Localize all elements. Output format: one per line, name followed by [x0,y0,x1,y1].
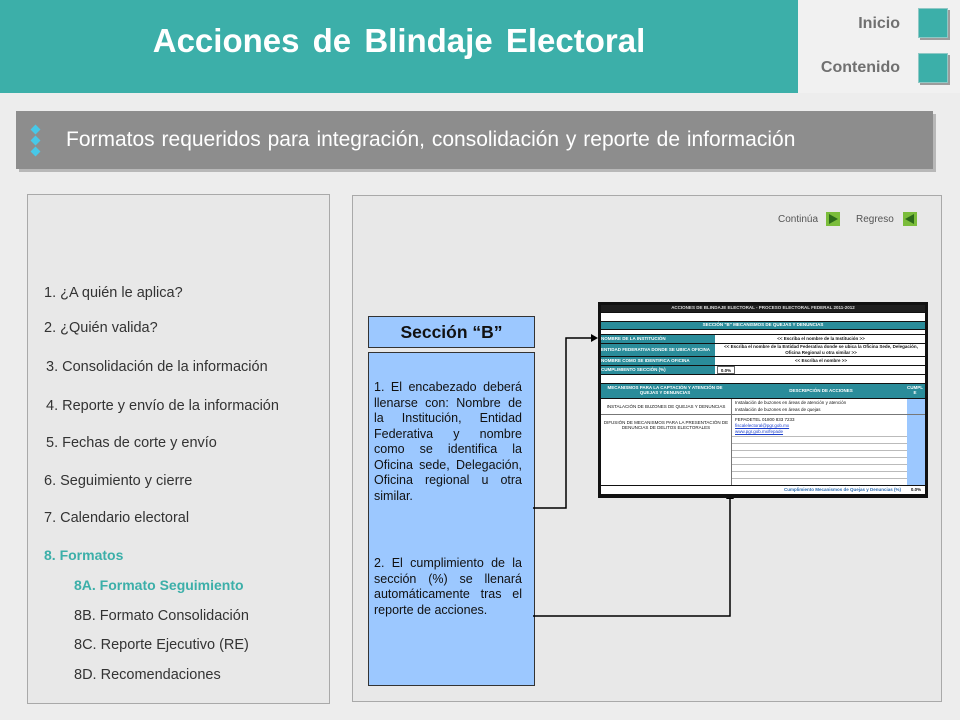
form-row-difusion-action-3: www.pgr.gob.mx/fepade [735,429,784,434]
arrow-left-icon[interactable] [903,212,917,226]
form-spacer [601,330,925,334]
menu-item-formatos[interactable]: 8. Formatos [44,547,124,563]
form-field-label: ENTIDAD FEDERATIVA DONDE SE UBICA OFICINA [601,344,715,356]
continua-link[interactable]: Continúa [778,214,819,225]
menu-item-recomendaciones[interactable]: 8D. Recomendaciones [74,667,221,683]
menu-item-seguimiento-cierre[interactable]: 6. Seguimiento y cierre [44,473,193,489]
form-col-cumplimiento: CUMPL E [907,385,923,395]
page-title: Acciones de Blindaje Electoral [152,22,646,59]
banner-text: Formatos requeridos para integración, consolidación y reporte de información [66,128,796,151]
form-row-line [732,478,907,479]
menu-item-fechas-corte[interactable]: 5. Fechas de corte y envío [46,435,217,451]
form-field-row [601,357,925,365]
seccion-b-label: Sección “B” [368,316,535,348]
form-row-buzones-action-1: Instalación de buzones en áreas de atención y atención [735,400,847,405]
form-footer-value: 0.0% [910,487,922,492]
form-field-row [601,344,925,356]
description-paragraph-1: 1. El encabezado deberá llenarse con: Nombre de la Institución, Entidad Federativa y nombre como se identifica la Oficina sede, Delegación, Oficina regional u otra similar. [374,380,522,503]
form-field-label: CUMPLIMIENTO SECCIÓN (%) [601,366,715,374]
form-field-value: 0.0% [717,366,735,374]
form-row-line [732,464,907,465]
form-spacer [601,313,925,321]
form-table-body [601,399,925,485]
form-field-row [601,335,925,343]
form-row-buzones: INSTALACIÓN DE BUZONES DE QUEJAS Y DENUNCIAS [606,404,726,409]
form-row-difusion-action-2: fiscalelectoral@pgr.gob.mx [735,423,790,428]
form-row-line [732,471,907,472]
inicio-button[interactable] [918,8,948,38]
form-field-label: NOMBRE DE LA INSTITUCIÓN [601,335,715,343]
form-cumplimiento-column [907,399,925,485]
description-paragraph-2: 2. El cumplimiento de la sección (%) se llenará automáticamente tras el reporte de acciones. [374,556,522,617]
form-row-difusion: DIFUSIÓN DE MECANISMOS PARA LA PRESENTACIÓN DE DENUNCIAS DE DELITOS ELECTORALES [603,420,729,430]
form-section-title: SECCIÓN "B" MECANISMOS DE QUEJAS Y DENUNCIAS [601,322,925,329]
menu-item-formato-seguimiento[interactable]: 8A. Formato Seguimiento [74,577,244,593]
form-row-line [732,436,907,437]
form-field-label: NOMBRE COMO SE IDENTIFICA OFICINA [601,357,715,365]
form-footer-label: Cumplimiento Mecanismos de Quejas y Denuncias (%) [783,487,901,492]
form-footer [601,486,925,494]
menu-item-quien-valida[interactable]: 2. ¿Quién valida? [44,320,158,336]
menu-item-calendario[interactable]: 7. Calendario electoral [44,510,190,526]
form-row-line [732,450,907,451]
contenido-button[interactable] [918,53,948,83]
menu-item-reporte-ejecutivo[interactable]: 8C. Reporte Ejecutivo (RE) [74,637,249,653]
form-col-divider [731,399,732,485]
form-field-value: << Escriba el nombre >> [794,358,848,363]
inicio-label[interactable]: Inicio [858,15,900,32]
form-field-value: << Escriba el nombre de la Entidad Federativa donde se ubica la Oficina Sede, Delegación, Oficina Regional u otra similar >> [724,344,918,355]
form-title: ACCIONES DE BLINDAJE ELECTORAL - PROCESO ELECTORAL FEDERAL 2011-2012 [601,305,925,312]
menu-item-consolidacion[interactable]: 3. Consolidación de la información [46,359,268,375]
form-field-value: << Escriba el nombre de la Institución >> [777,336,865,341]
form-table-header [601,384,925,398]
menu-item-formato-consolidacion[interactable]: 8B. Formato Consolidación [74,608,249,624]
formato-b-thumbnail [598,302,928,498]
contenido-label[interactable]: Contenido [820,59,900,76]
arrow-right-icon [826,212,840,226]
regreso-link[interactable]: Regreso [856,214,894,225]
form-row-line [732,457,907,458]
form-row-line [732,443,907,444]
menu-item-reporte-envio[interactable]: 4. Reporte y envío de la información [46,398,279,414]
form-spacer [601,375,925,383]
form-col-descripcion: DESCRIPCIÓN DE ACCIONES [789,388,853,393]
form-row-buzones-action-2: Instalación de buzones en áreas de quejas [735,407,821,412]
menu-item-a-quien-aplica[interactable]: 1. ¿A quién le aplica? [44,285,183,301]
form-col-mecanismos: MECANISMOS PARA LA CAPTACIÓN Y ATENCIÓN DE QUEJAS Y DENUNCIAS [607,385,723,395]
form-row-difusion-action-1: FEPADETEL 01800 833 7233 [735,417,795,422]
form-row-divider [601,414,925,415]
form-field-row [601,366,925,374]
